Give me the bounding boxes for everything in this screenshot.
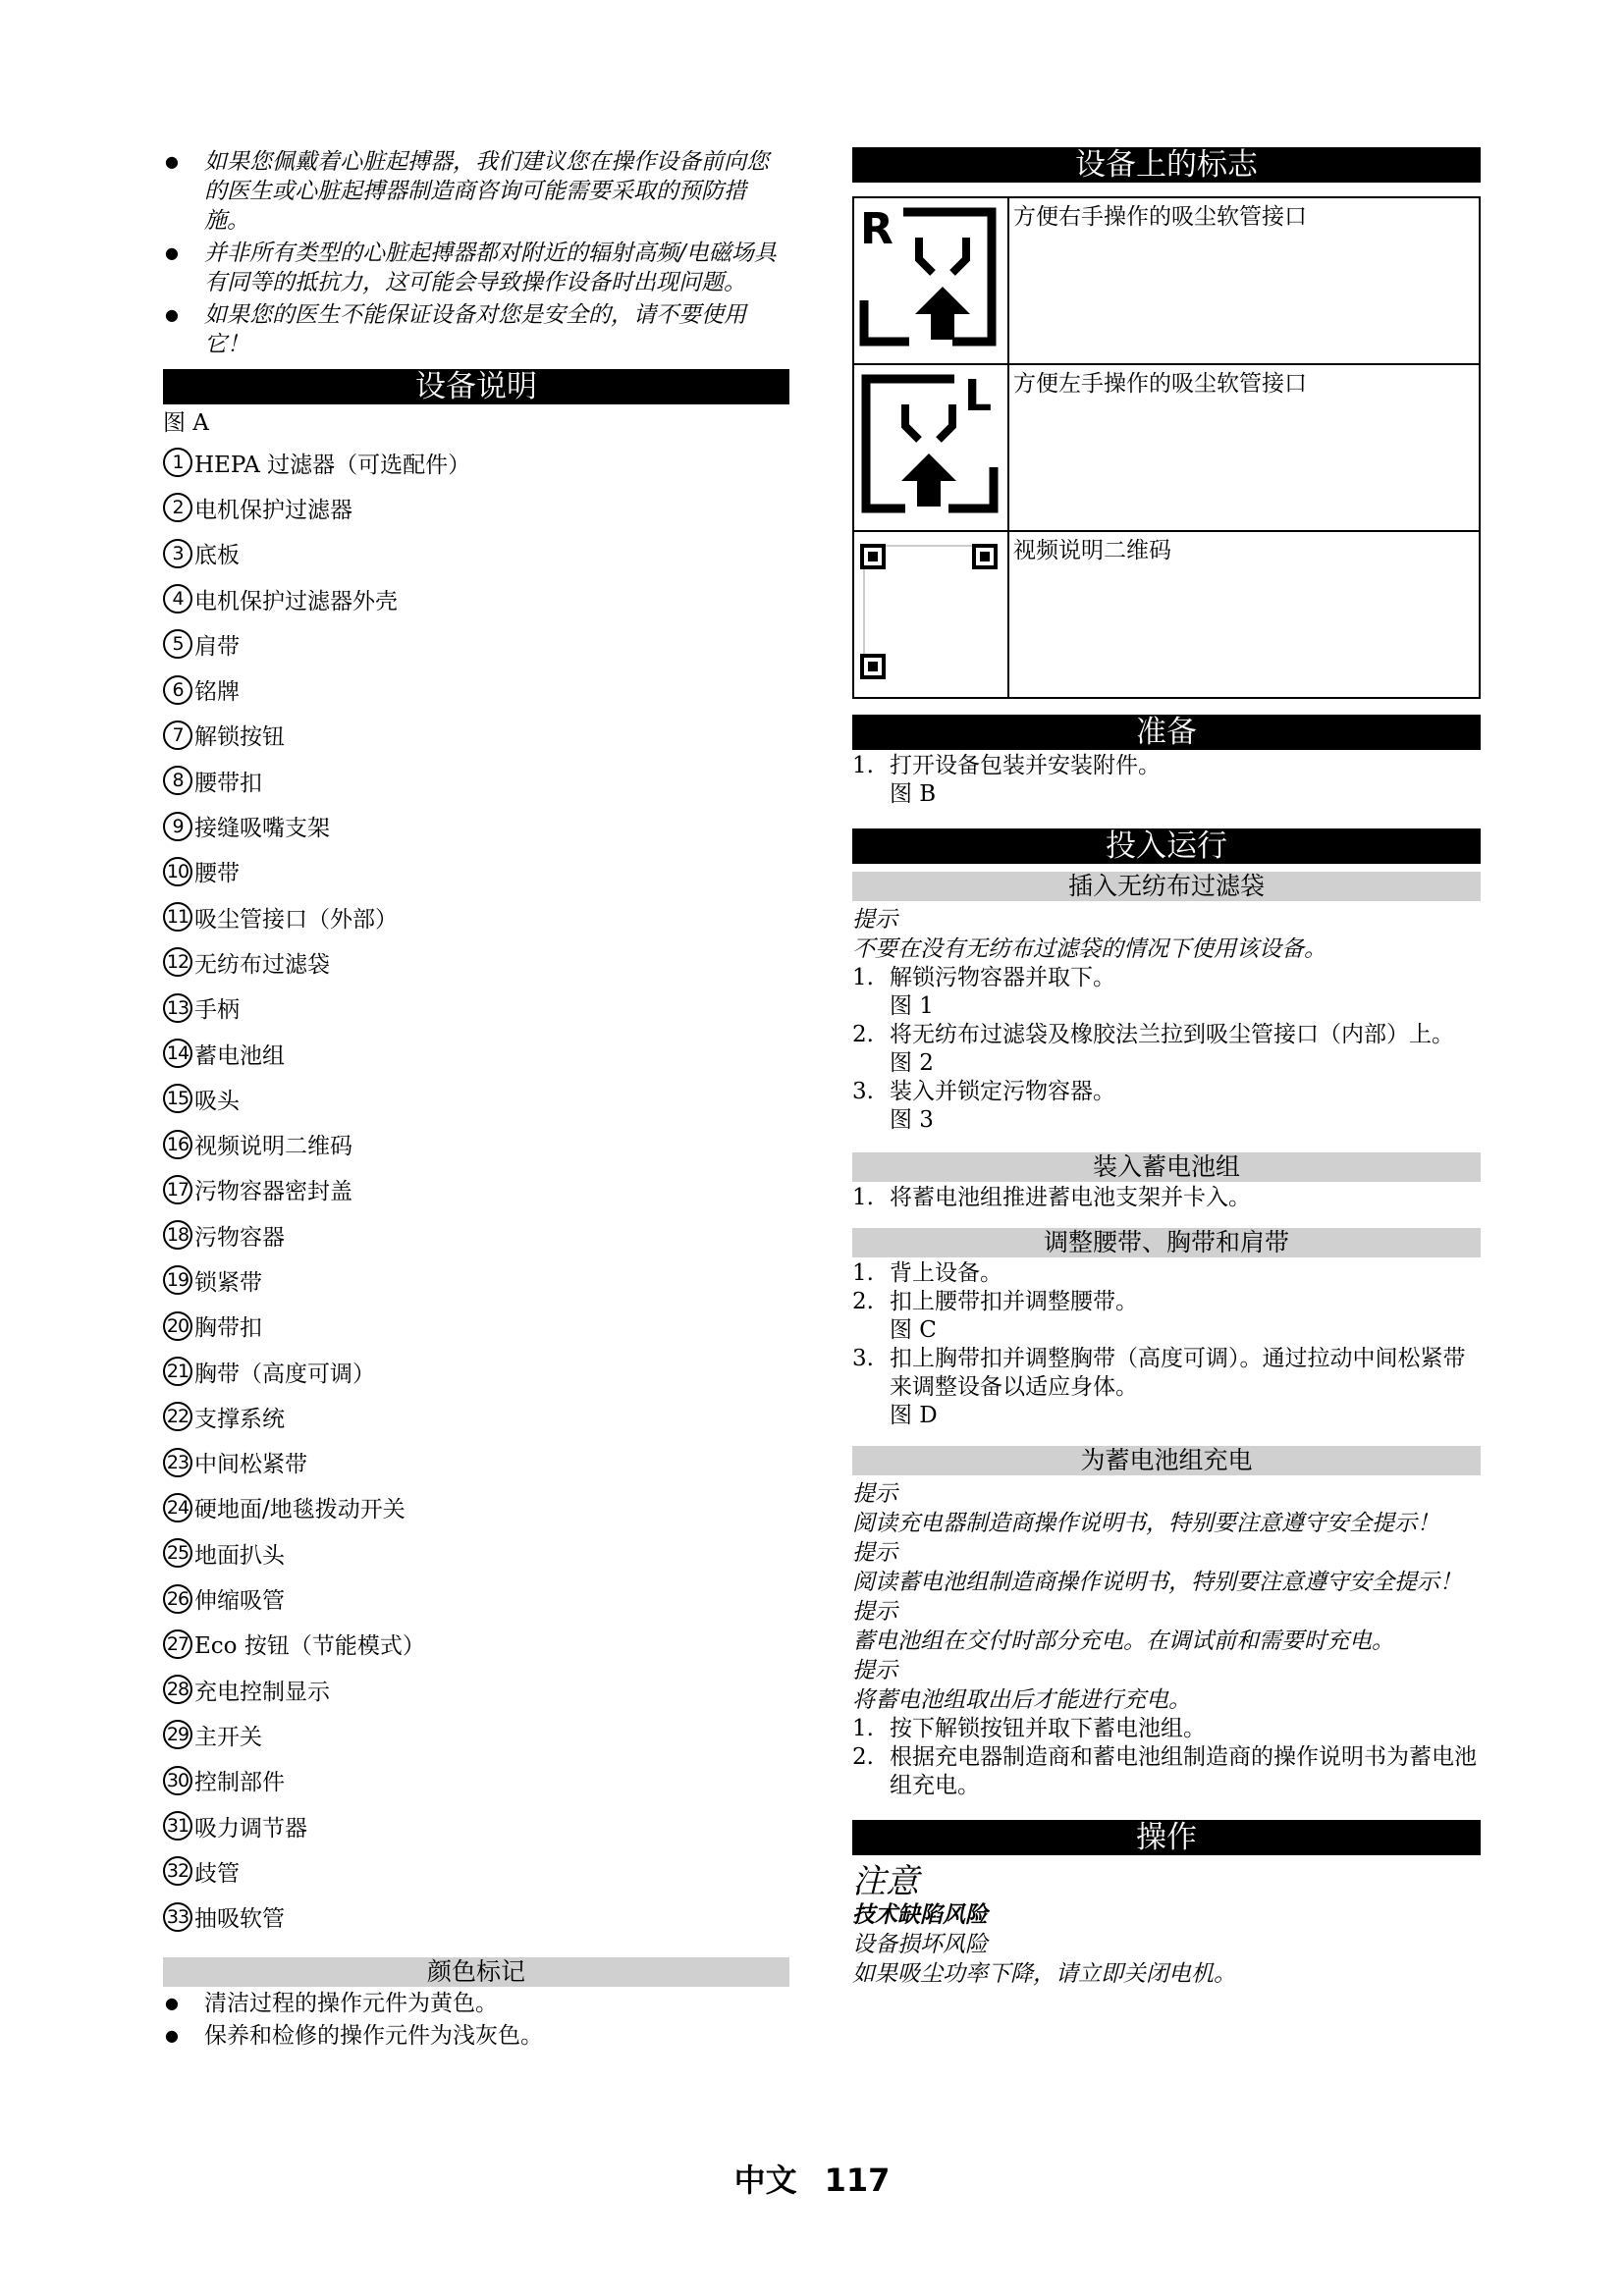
symbol-letter: R <box>860 204 893 254</box>
table-row <box>853 364 1480 531</box>
part-label: 电机保护过滤器 <box>194 497 352 523</box>
part-number: 1 <box>163 448 192 477</box>
part-label: 主开关 <box>194 1724 262 1750</box>
part-item <box>163 1257 789 1303</box>
part-number: 16 <box>163 1130 192 1159</box>
part-number: 33 <box>163 1902 192 1932</box>
list-item: ● 清洁过程的操作元件为黄色。 <box>163 1989 789 2018</box>
list-item: 1. 解锁污物容器并取下。 图 1 <box>852 964 1481 1021</box>
part-item <box>163 894 789 939</box>
part-number: 8 <box>163 766 192 795</box>
part-item <box>163 1895 789 1940</box>
part-item <box>163 667 789 712</box>
part-number: 32 <box>163 1856 192 1886</box>
figure-ref: 图 2 <box>890 1050 934 1076</box>
insert-battery-steps <box>852 1184 1481 1212</box>
section-heading: 准备 <box>852 715 1481 750</box>
part-label: 视频说明二维码 <box>194 1134 352 1160</box>
part-number: 21 <box>163 1357 192 1386</box>
part-item <box>163 1530 789 1575</box>
section-heading: 设备上的标志 <box>852 147 1481 183</box>
left-column <box>163 147 789 2054</box>
list-item: ● 保养和检修的操作元件为浅灰色。 <box>163 2021 789 2051</box>
part-item <box>163 1304 789 1349</box>
page-footer <box>0 2156 1624 2201</box>
part-label: 锁紧带 <box>194 1269 262 1296</box>
part-label: 中间松紧带 <box>194 1452 307 1478</box>
color-marking-list <box>163 1989 789 2051</box>
part-label: 吸头 <box>194 1088 240 1114</box>
note-label: 提示 <box>852 1599 897 1625</box>
list-item: 1. 按下解锁按钮并取下蓄电池组。 <box>852 1716 1206 1741</box>
part-label: 解锁按钮 <box>194 724 285 751</box>
insert-bag-steps <box>852 964 1481 1135</box>
part-number: 4 <box>163 584 192 614</box>
table-row <box>853 531 1480 698</box>
part-label: 无纺布过滤袋 <box>194 951 330 978</box>
part-item <box>163 621 789 667</box>
notice-subtitle: 技术缺陷风险 <box>852 1902 988 1928</box>
list-item: 1. 背上设备。 <box>852 1260 1002 1286</box>
part-number: 17 <box>163 1175 192 1204</box>
note-text: 阅读充电器制造商操作说明书，特别要注意遵守安全提示！ <box>852 1511 1439 1536</box>
part-label: 胸带（高度可调） <box>194 1361 375 1387</box>
figure-ref: 图 3 <box>890 1107 934 1133</box>
part-number: 20 <box>163 1311 192 1341</box>
list-item: 3. 装入并锁定污物容器。 图 3 <box>852 1078 1481 1135</box>
part-number: 3 <box>163 539 192 568</box>
subsection-heading: 装入蓄电池组 <box>852 1152 1481 1182</box>
part-number: 5 <box>163 629 192 659</box>
right-hand-hose-connection-icon <box>853 197 1008 364</box>
symbol-description: 视频说明二维码 <box>1008 531 1480 698</box>
preparation-steps <box>852 752 1481 809</box>
part-label: 手柄 <box>194 997 240 1024</box>
part-number: 12 <box>163 947 192 977</box>
part-label: 胸带扣 <box>194 1315 262 1342</box>
charge-battery-steps <box>852 1715 1481 1800</box>
symbol-description: 方便右手操作的吸尘软管接口 <box>1008 197 1480 364</box>
part-number: 15 <box>163 1084 192 1113</box>
note-label: 提示 <box>852 1481 897 1507</box>
list-item: ● 如果您的医生不能保证设备对您是安全的，请不要使用它！ <box>163 300 789 359</box>
part-number: 28 <box>163 1675 192 1704</box>
part-number: 23 <box>163 1448 192 1477</box>
figure-ref: 图 A <box>163 410 209 436</box>
right-column <box>852 147 1481 1989</box>
part-label: 蓄电池组 <box>194 1042 285 1069</box>
part-item <box>163 576 789 621</box>
part-label: 歧管 <box>194 1860 240 1887</box>
part-label: 底板 <box>194 543 240 569</box>
list-item: 3. 扣上胸带扣并调整胸带（高度可调）。通过拉动中间松紧带来调整设备以适应身体。 图 D <box>852 1345 1481 1430</box>
parts-list <box>163 440 789 1940</box>
part-item <box>163 1440 789 1485</box>
part-item <box>163 1667 789 1712</box>
subsection-heading: 为蓄电池组充电 <box>852 1446 1481 1475</box>
part-label: 铭牌 <box>194 679 240 706</box>
part-number: 7 <box>163 721 192 750</box>
part-number: 19 <box>163 1265 192 1295</box>
part-item <box>163 1575 789 1621</box>
charge-notes <box>852 1479 1481 1715</box>
part-item <box>163 1031 789 1076</box>
section-heading: 设备说明 <box>163 369 789 404</box>
part-item <box>163 1076 789 1121</box>
list-item: 1. 将蓄电池组推进蓄电池支架并卡入。 <box>852 1185 1251 1210</box>
part-item <box>163 1712 789 1757</box>
part-number: 25 <box>163 1538 192 1568</box>
part-number: 2 <box>163 493 192 522</box>
notice-text: 设备损坏风险 <box>852 1932 988 1957</box>
part-label: 污物容器 <box>194 1224 285 1251</box>
figure-ref: 图 1 <box>890 993 934 1019</box>
left-hand-hose-connection-icon <box>853 364 1008 531</box>
note-text: 蓄电池组在交付时部分充电。在调试前和需要时充电。 <box>852 1629 1394 1654</box>
list-item: 2. 将无纺布过滤袋及橡胶法兰拉到吸尘管接口（内部）上。 图 2 <box>852 1021 1481 1078</box>
symbol-description: 方便左手操作的吸尘软管接口 <box>1008 364 1480 531</box>
part-label: 充电控制显示 <box>194 1679 330 1705</box>
figure-ref: 图 D <box>890 1403 938 1428</box>
part-item <box>163 713 789 758</box>
part-number: 27 <box>163 1629 192 1659</box>
page-number: 117 <box>824 2162 891 2199</box>
subsection-heading: 颜色标记 <box>163 1957 789 1987</box>
part-label: 抽吸软管 <box>194 1906 285 1933</box>
part-item <box>163 803 789 848</box>
symbols-table <box>852 196 1481 699</box>
part-item <box>163 440 789 485</box>
note-label: 提示 <box>852 1658 897 1683</box>
part-item <box>163 1848 789 1894</box>
section-heading: 操作 <box>852 1820 1481 1855</box>
part-item <box>163 1622 789 1667</box>
part-label: 硬地面/地毯拨动开关 <box>194 1497 406 1523</box>
part-number: 26 <box>163 1584 192 1614</box>
part-number: 6 <box>163 675 192 705</box>
symbol-letter: L <box>964 371 993 421</box>
part-number: 14 <box>163 1039 192 1068</box>
safety-bullets <box>163 147 789 359</box>
part-label: 支撑系统 <box>194 1406 285 1432</box>
part-item <box>163 758 789 803</box>
part-label: HEPA 过滤器（可选配件） <box>194 452 471 478</box>
figure-ref: 图 C <box>890 1317 937 1343</box>
list-item: 1. 打开设备包装并安装附件。 图 B <box>852 752 1481 809</box>
part-item <box>163 1121 789 1166</box>
part-item <box>163 1485 789 1530</box>
part-label: 污物容器密封盖 <box>194 1179 352 1205</box>
part-label: Eco 按钮（节能模式） <box>194 1633 425 1660</box>
note-text: 不要在没有无纺布过滤袋的情况下使用该设备。 <box>852 936 1326 962</box>
part-label: 接缝吸嘴支架 <box>194 816 330 842</box>
list-item: ● 如果您佩戴着心脏起搏器，我们建议您在操作设备前向您的医生或心脏起搏器制造商咨询可能需要采取的预防措施。 <box>163 147 789 236</box>
part-item <box>163 849 789 894</box>
list-item: 2. 根据充电器制造商和蓄电池组制造商的操作说明书为蓄电池组充电。 <box>852 1744 1477 1798</box>
part-item <box>163 1803 789 1848</box>
list-item: ● 并非所有类型的心脏起搏器都对附近的辐射高频/电磁场具有同等的抵抗力，这可能会导致操作设备时出现问题。 <box>163 239 789 297</box>
part-label: 控制部件 <box>194 1770 285 1796</box>
part-number: 22 <box>163 1402 192 1431</box>
part-item <box>163 1167 789 1212</box>
part-item <box>163 939 789 985</box>
notice-text: 如果吸尘功率下降，请立即关闭电机。 <box>852 1961 1236 1987</box>
part-label: 腰带 <box>194 861 240 887</box>
part-number: 11 <box>163 902 192 932</box>
section-heading: 投入运行 <box>852 828 1481 864</box>
part-number: 24 <box>163 1493 192 1522</box>
part-item <box>163 986 789 1031</box>
note-text: 将蓄电池组取出后才能进行充电。 <box>852 1687 1191 1713</box>
part-label: 吸尘管接口（外部） <box>194 906 398 933</box>
part-number: 18 <box>163 1220 192 1250</box>
table-row <box>853 197 1480 364</box>
adjust-belts-steps <box>852 1259 1481 1430</box>
part-label: 电机保护过滤器外壳 <box>194 588 398 614</box>
part-label: 伸缩吸管 <box>194 1588 285 1615</box>
part-label: 肩带 <box>194 633 240 660</box>
footer-language: 中文 <box>733 2162 797 2199</box>
part-item <box>163 531 789 576</box>
part-item <box>163 485 789 530</box>
part-number: 30 <box>163 1766 192 1795</box>
note-label: 提示 <box>852 907 897 933</box>
figure-ref: 图 B <box>890 781 937 807</box>
part-item <box>163 1212 789 1257</box>
notice-title: 注意 <box>852 1862 919 1901</box>
part-number: 31 <box>163 1811 192 1841</box>
part-number: 10 <box>163 857 192 886</box>
note-text: 阅读蓄电池组制造商操作说明书，特别要注意遵守安全提示！ <box>852 1570 1462 1595</box>
list-item: 2. 扣上腰带扣并调整腰带。 图 C <box>852 1288 1481 1345</box>
part-label: 地面扒头 <box>194 1542 285 1569</box>
qr-code-icon <box>853 531 1008 698</box>
part-number: 13 <box>163 993 192 1023</box>
subsection-heading: 调整腰带、胸带和肩带 <box>852 1228 1481 1257</box>
note-label: 提示 <box>852 1540 897 1566</box>
part-item <box>163 1394 789 1439</box>
part-item <box>163 1349 789 1394</box>
part-number: 9 <box>163 812 192 841</box>
part-label: 吸力调节器 <box>194 1815 307 1842</box>
part-number: 29 <box>163 1720 192 1749</box>
part-item <box>163 1758 789 1803</box>
part-label: 腰带扣 <box>194 770 262 796</box>
subsection-heading: 插入无纺布过滤袋 <box>852 872 1481 901</box>
